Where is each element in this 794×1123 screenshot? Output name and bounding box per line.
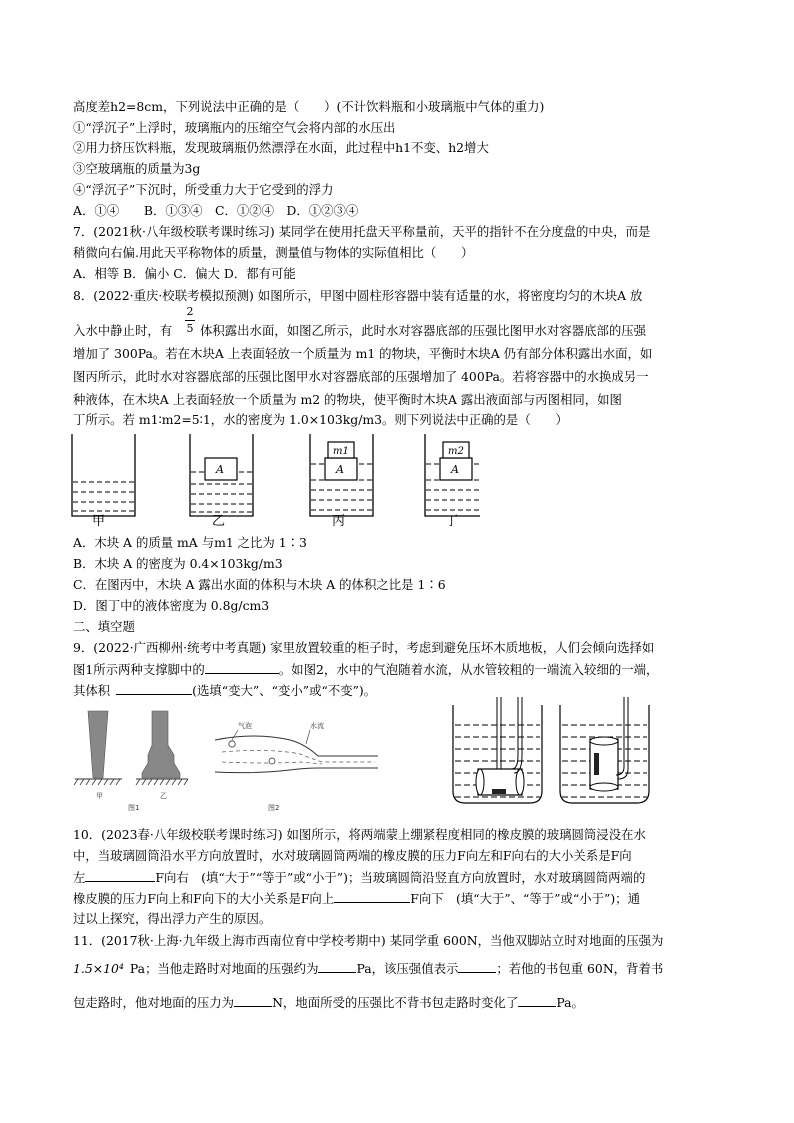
question-10-line5: 过以上探究，得出浮力产生的原因。 [73,911,272,926]
question-11-line3 [73,994,584,1011]
statement-2: ②用力挤压饮料瓶，发现玻璃瓶仍然漂浮在水面，此过程中h1不变、h2增大 [73,140,489,155]
q11-text: N，地面所受的压强比不背书包走路时变化了 [272,995,519,1010]
question-8-line4: 图丙所示，此时水对容器底部的压强比图甲水对容器底部的压强增加了 400Pa。若将容器中的水换成另一 [73,369,649,384]
block-label: A [216,463,224,476]
fraction-bar [185,320,195,321]
option-d: D．图丁中的液体密度为 0.8g/cm3 [73,598,270,613]
answer-blank[interactable] [85,869,155,882]
question-9: 9．(2022·广西柳州·统考中考真题) 家里放置较重的柜子时，考虑到避免压坏木质地板，人们会倾向选择如 [73,640,655,655]
question-11: 11．(2017秋·上海·九年级上海市西南位育中学校考期中) 某同学重 600N，当他双脚站立时对地面的压强为 [73,933,664,948]
label-jia: 甲 [96,792,103,800]
question-8: 8．(2022·重庆·校联考模拟预测) 如图所示，甲图中圆柱形容器中装有适量的水，将密度均匀的木块A 放 [73,288,643,303]
statement-1: ①“浮沉子”上浮时，玻璃瓶内的压缩空气会将内部的水压出 [73,120,396,135]
label-yi: 乙 [160,792,167,800]
m2-label: m2 [448,446,464,457]
question-8-line2b: 体积露出水面，如图乙所示，此时水对容器底部的压强比图甲水对容器底部的压强 [200,323,647,338]
q10-text: F向下 (填“大于”、“等于”或“小于”)；通 [410,891,640,906]
flow-label: 水流 [310,722,324,730]
question-7-cont: 稍微向右偏.用此天平称物体的质量，测量值与物体的实际值相比（ ） [73,245,474,260]
answer-blank[interactable] [458,960,496,973]
answer-blank[interactable] [334,890,410,903]
fraction-numerator: 2 [186,305,194,318]
q11-text: ；若他的书包重 60N，背着书 [496,961,664,976]
option-b: B．木块 A 的密度为 0.4×103kg/m3 [73,556,283,571]
option-c: C．在图丙中，木块 A 露出水面的体积与木块 A 的体积之比是 1∶6 [73,577,446,592]
figure-containers [60,432,480,532]
q11-text: Pa，该压强值表示 [356,961,459,976]
label-jia: 甲 [92,514,106,529]
question-10: 10．(2023春·八年级校联考课时练习) 如图所示，将两端蒙上绷紧程度相同的橡皮膜的玻璃圆筒浸没在水 [73,827,646,842]
q10-text: F向右 (填“大于”“等于”或“小于”)；当玻璃圆筒沿竖直方向放置时，水对玻璃圆筒两端的 [155,870,646,885]
q11-text: 包走路时，他对地面的压力为 [73,995,235,1010]
figure-caption-2: 图2 [268,804,280,812]
options-q6: A．①④ B．①③④ C．①②④ D．①②③④ [73,203,359,218]
option-a: A．木块 A 的质量 mA 与m1 之比为 1∶3 [73,535,307,550]
question-7: 7．(2021秋·八年级校联考课时练习) 某同学在使用托盘天平称量前，天平的指针不在分度盘的中央，而是 [73,224,651,239]
question-10-line2: 中，当玻璃圆筒沿水平方向放置时，水对玻璃圆筒两端的橡皮膜的压力F向左和F向右的大小关系是F向 [73,848,632,863]
m1-label: m1 [333,446,349,457]
question-8-line2a: 入水中静止时，有 [73,323,173,338]
question-8-line6: 丁所示。若 m1∶m2=5∶1，水的密度为 1.0×103kg/m3。则下列说法中正确的是（ ） [73,412,568,427]
statement-4: ④“浮沉子”下沉时，所受重力大于它受到的浮力 [73,182,334,197]
q10-text: 左 [73,870,86,885]
q9-text: 图1所示两种支撑脚中的 [73,662,205,677]
question-10-line4 [73,890,640,907]
pressure-value: 1.5×10⁴ [73,961,124,976]
options-q7: A．相等 B．偏小 C．偏大 D．都有可能 [73,266,296,281]
question-9-line3 [73,682,376,699]
label-bing: 丙 [332,514,346,529]
question-8-line3: 增加了 300Pa。若在木块A 上表面轻放一个质量为 m1 的物块，平衡时木块A 仍有部分体积露出水面，如 [73,346,653,361]
section-title: 二、填空题 [73,619,135,634]
q9-text: 。如图2，水中的气泡随着水流，从水管较粗的一端流入较细的一端， [278,662,659,677]
bubble-label: 气泡 [238,722,252,730]
question-10-line3 [73,869,645,886]
figure-support-feet [70,705,210,815]
question-8-line5: 种液体，在木块A 上表面轻放一个质量为 m2 的物块，使平衡时木块A 露出液面部与丙图相同，如图 [73,392,622,407]
q11-text: Pa。 [556,995,584,1010]
figure-water-pipe [210,718,385,818]
answer-blank[interactable] [318,960,356,973]
q9-text: (选填“变大”、“变小”或“不变”)。 [192,683,377,698]
label-yi: 乙 [212,514,226,529]
block-label: A [451,463,459,476]
text-line: 高度差h2=8cm，下列说法中正确的是（ ）(不计饮料瓶和小玻璃瓶中气体的重力) [73,99,545,114]
question-11-line2 [73,960,663,977]
question-9-line2 [73,661,658,678]
answer-blank[interactable] [518,994,556,1007]
figure-beakers [450,695,655,810]
answer-blank[interactable] [234,994,272,1007]
q9-text: 其体积 [73,683,111,698]
fraction-denominator: 5 [186,322,194,335]
statement-3: ③空玻璃瓶的质量为3g [73,161,201,176]
label-ding: 丁 [445,514,459,529]
answer-blank[interactable] [116,682,192,695]
figure-caption-1: 图1 [128,804,140,812]
block-label: A [336,463,344,476]
q11-text: Pa；当他走路时对地面的压强约为 [129,961,319,976]
answer-blank[interactable] [205,661,279,674]
q10-text: 橡皮膜的压力F向上和F向下的大小关系是F向上 [73,891,335,906]
